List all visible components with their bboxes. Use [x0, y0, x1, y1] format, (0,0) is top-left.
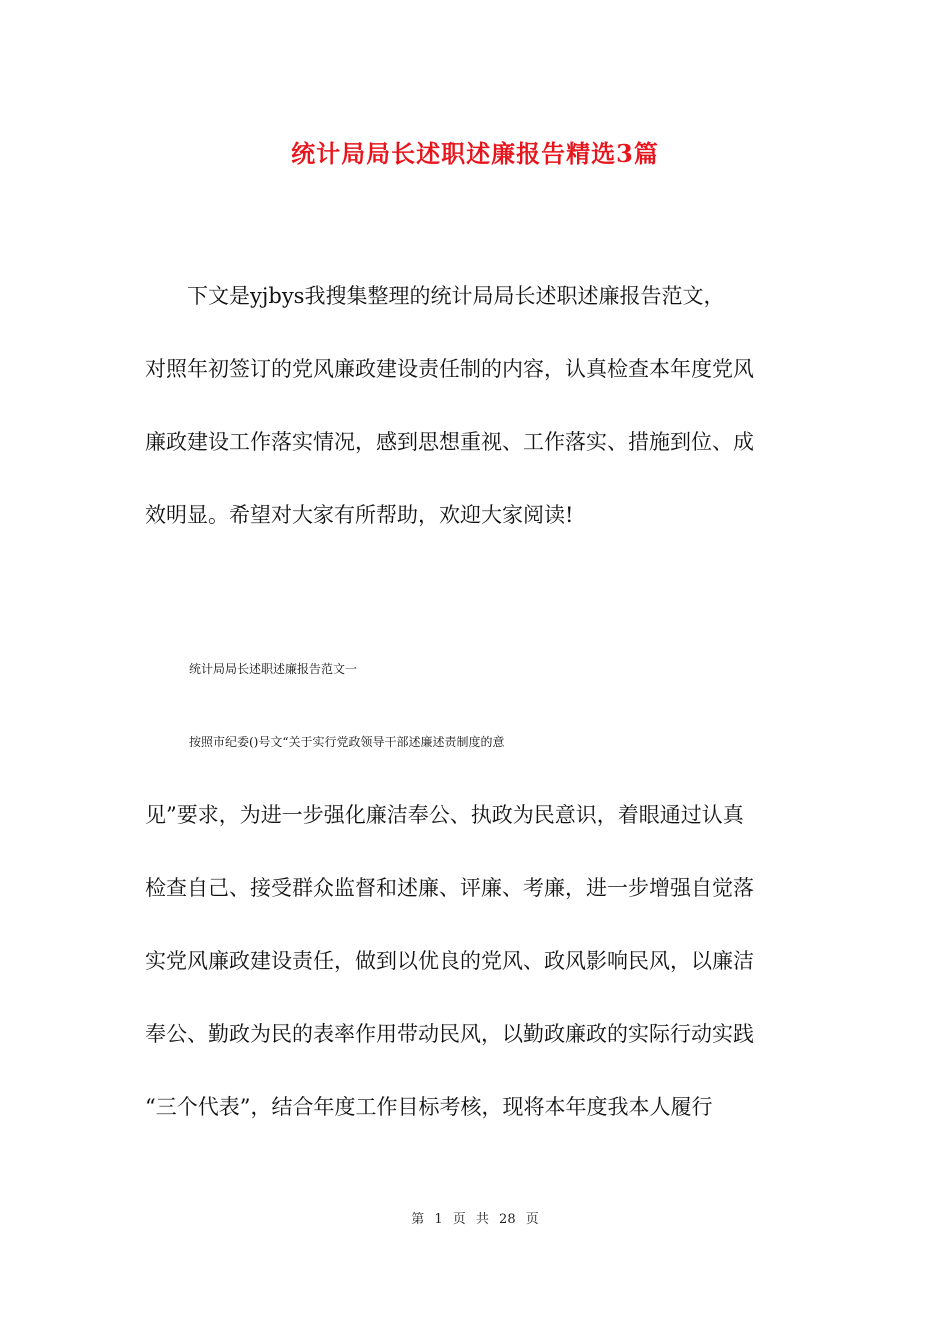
intro-line-2: 对照年初签订的党风廉政建设责任制的内容，认真检查本年度党风	[145, 357, 754, 381]
section-heading: 统计局局长述职述廉报告范文一	[189, 662, 358, 676]
body-line-3: 检查自己、接受群众监督和述廉、评廉、考廉，进一步增强自觉落	[145, 876, 754, 900]
intro-line-4: 效明显。希望对大家有所帮助，欢迎大家阅读!	[145, 503, 574, 527]
body-line-1: 按照市纪委()号文“关于实行党政领导干部述廉述责制度的意	[189, 735, 505, 749]
page-number-footer: 第 1 页 共 28 页	[411, 1212, 539, 1227]
intro-line-3: 廉政建设工作落实情况，感到思想重视、工作落实、措施到位、成	[145, 430, 754, 454]
body-line-2: 见”要求，为进一步强化廉洁奉公、执政为民意识，着眼通过认真	[145, 803, 744, 827]
body-line-4: 实党风廉政建设责任，做到以优良的党风、政风影响民风，以廉洁	[145, 949, 754, 973]
body-line-6: “三个代表”，结合年度工作目标考核，现将本年度我本人履行	[145, 1095, 713, 1119]
body-line-5: 奉公、勤政为民的表率作用带动民风，以勤政廉政的实际行动实践	[145, 1022, 754, 1046]
intro-line-1: 下文是yjbys我搜集整理的统计局局长述职述廉报告范文，	[145, 284, 725, 308]
page-title: 统计局局长述职述廉报告精选3篇	[291, 139, 659, 168]
